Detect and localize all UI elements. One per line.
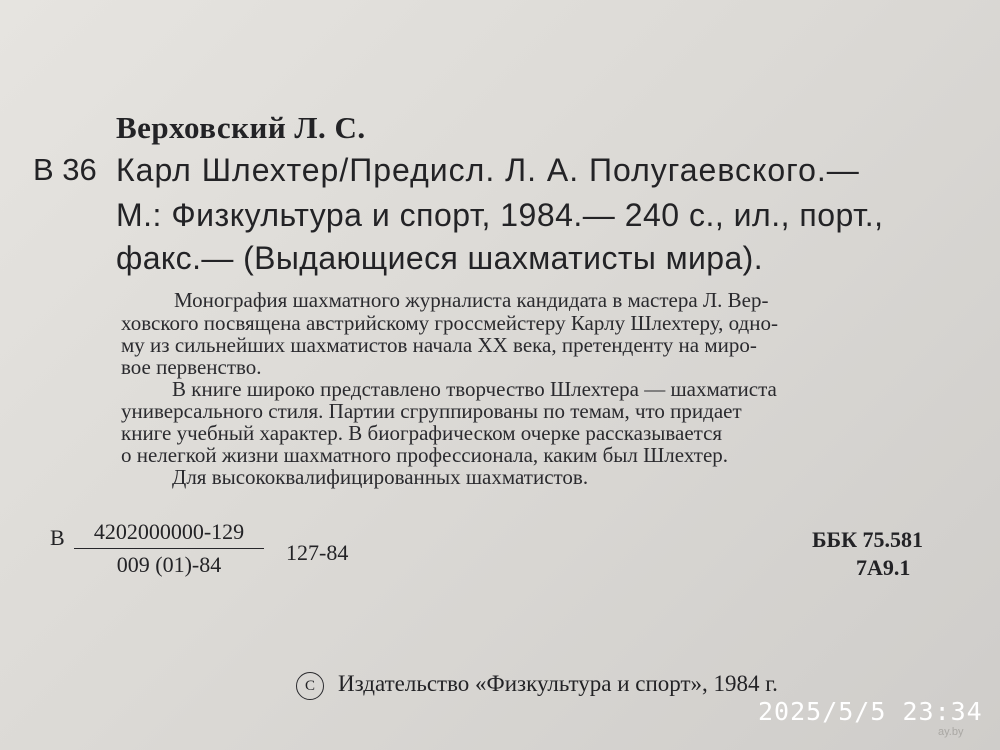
annotation-line-9: Для высококвалифицированных шахматистов. [172,465,589,489]
annotation-line-3: му из сильнейших шахматистов начала XX века, претенденту на миро- [121,333,757,357]
author-name: Верховский Л. С. [116,110,366,145]
classification-code: В 36 [33,152,97,187]
bibliography-line-1: Карл Шлехтер/Предисл. Л. А. Полугаевского.— [116,152,860,188]
isbn-letter: В [50,525,65,550]
annotation-line-2: ховского посвящена австрийскому гроссмейстеру Карлу Шлехтеру, одно- [121,311,778,335]
annotation-line-5: В книге широко представлено творчество Шлехтера — шахматиста [172,377,777,401]
bbk-code: 7А9.1 [856,555,911,580]
annotation-line-7: книге учебный характер. В биографическом очерке рассказывается [121,421,723,445]
annotation-line-6: универсального стиля. Партии сгруппированы по темам, что придает [121,399,742,423]
annotation-line-8: о нелегкой жизни шахматного профессионала, каким был Шлехтер. [121,443,729,467]
isbn-fraction [74,519,264,578]
annotation-line-4: вое первенство. [121,355,262,379]
isbn-numerator: 4202000000-129 [74,519,264,549]
isbn-denominator: 009 (01)-84 [116,552,222,577]
photo-timestamp: 2025/5/5 23:34 [758,697,983,726]
bibliography-line-2: М.: Физкультура и спорт, 1984.— 240 с., ил., порт., [116,197,884,233]
photo-watermark: ay.by [938,726,964,738]
copyright-text: Издательство «Физкультура и спорт», 1984 г. [338,671,778,696]
isbn-number: 127-84 [286,540,349,565]
copyright-icon: C [296,672,324,700]
bibliography-line-3: факс.— (Выдающиеся шахматисты мира). [116,240,764,276]
bbk-label: ББК 75.581 [812,527,924,552]
copyright-line [296,671,778,700]
annotation-line-1: Монография шахматного журналиста кандидата в мастера Л. Вер- [174,288,769,312]
